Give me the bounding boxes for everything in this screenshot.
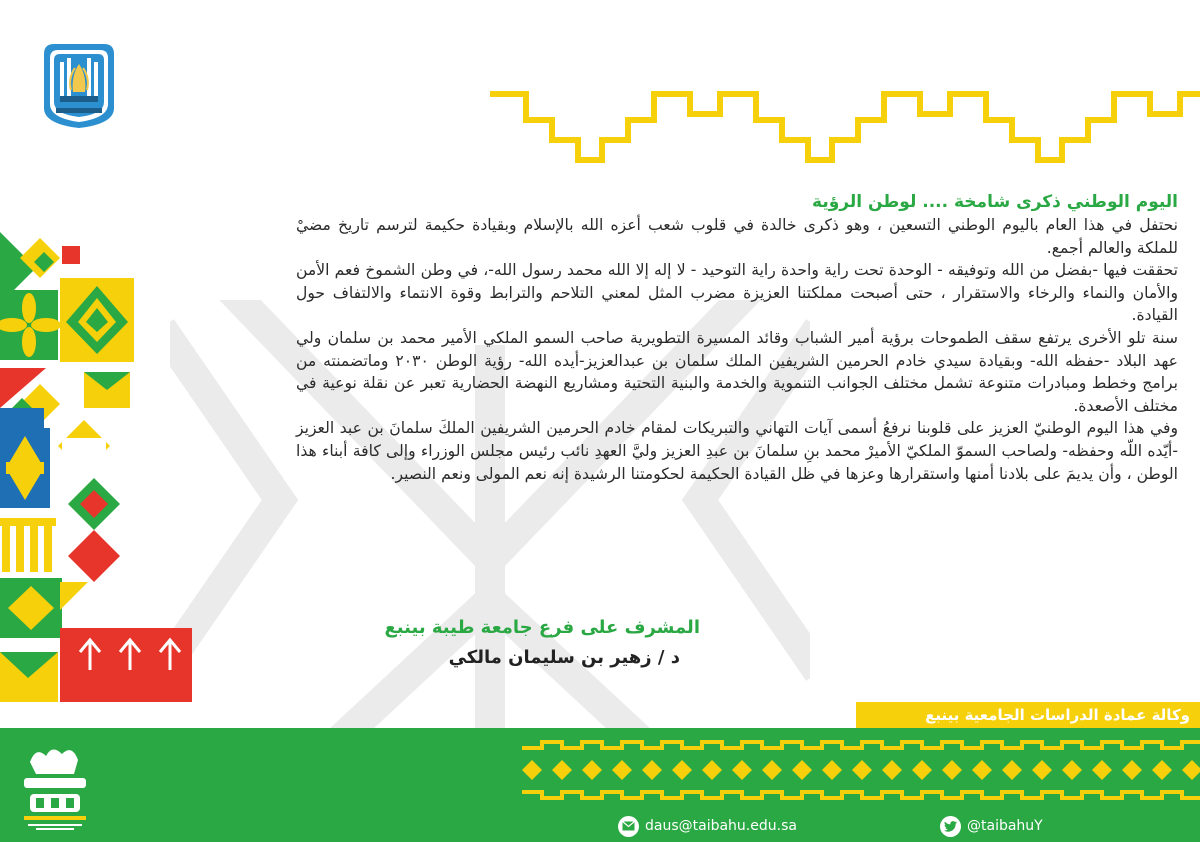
signature-block bbox=[320, 613, 700, 673]
letter-paragraph-2: تحققت فيها -بفضل من الله وتوفيقه - الوحدة تحت راية واحدة راية التوحيد - لا إله إلا الله محمد رسول الله-، في وطن الشموخ فعم الأمن والأمان والنماء والرخاء والاستقرار ، حتى أصبحت مملكتنا العزيزة مضرب المثل لمعني التلاحم والترابط وقوة الانتماء والالتفاف حول القيادة. bbox=[296, 261, 1178, 325]
twitter-handle[interactable]: @taibahuY bbox=[967, 818, 1043, 834]
top-yellow-pattern bbox=[490, 80, 1200, 176]
left-decorative-art bbox=[0, 232, 200, 702]
letter-body bbox=[296, 190, 1178, 485]
department-name: وكالة عمادة الدراسات الجامعية بينبع bbox=[925, 706, 1190, 724]
letter-paragraph-3: سنة تلو الأخرى يرتفع سقف الطموحات برؤية أمير الشباب وقائد المسيرة التطويرية صاحب السمو الملكي الأمير محمد بن سلمان ولي عهد البلاد -حفظه الله- وبقيادة سيدي خادم الحرمين الشريفين الملك سلمان بن عبدالعزيز-أيده الله- رؤية الوطن ٢٠٣٠ وماتضمنته من برامج وخطط ومبادرات متنوعة تشمل مختلف الجوانب التنموية والخدمة والبنية التحتية ومشاريع النهضة الحضارية تعبر عن نقلة نوعية في مختلف الأصعدة. bbox=[296, 328, 1178, 415]
signature-title: المشرف على فرع جامعة طيبة بينبع bbox=[384, 617, 700, 638]
twitter-contact[interactable] bbox=[940, 814, 1043, 838]
department-banner bbox=[856, 702, 1200, 728]
twitter-bird-icon bbox=[940, 816, 961, 837]
national-day-badge-icon bbox=[16, 740, 94, 832]
email-address[interactable]: daus@taibahu.edu.sa bbox=[645, 818, 797, 834]
signature-name: د / زهير بن سليمان مالكي bbox=[448, 647, 680, 668]
letter-paragraph-1: نحتفل في هذا العام باليوم الوطني التسعين ، وهو ذكرى خالدة في قلوب شعب أعزه الله بالإسلام وبقيادة حكيمة لترسم تاريخ مضيْ للملكة والعالم أجمع. bbox=[296, 216, 1178, 257]
letter-heading: اليوم الوطني ذكرى شامخة .... لوطن الرؤية bbox=[812, 192, 1178, 212]
letter-paragraph-4: وفي هذا اليوم الوطنيّ العزيز على قلوبنا نرفعُ أسمى آيات التهاني والتبريكات لمقام خادم الحرمين الشريفين الملكَ سلمانَ بن عبد العزيز -أيّده اللّه وحفظه- ولصاحب السموّ الملكيّ الأميرْ محمد بنِ سلمانَ بن عبدِ العزيز وليَّ العهدِ نائب رئيس مجلس الوزراء وإلى كافة أبناء هذا الوطن ، وأن يديمَ على بلادنا أمنها واستقرارها وعزها في ظل القيادة الحكيمة لحكومتنا الرشيدة إنه نعم المولى ونعم النصير. bbox=[296, 419, 1178, 483]
footer-yellow-pattern bbox=[522, 740, 1200, 800]
envelope-icon bbox=[618, 816, 639, 837]
university-logo-icon bbox=[38, 38, 120, 130]
email-contact[interactable] bbox=[618, 814, 797, 838]
footer-bar bbox=[0, 728, 1200, 842]
